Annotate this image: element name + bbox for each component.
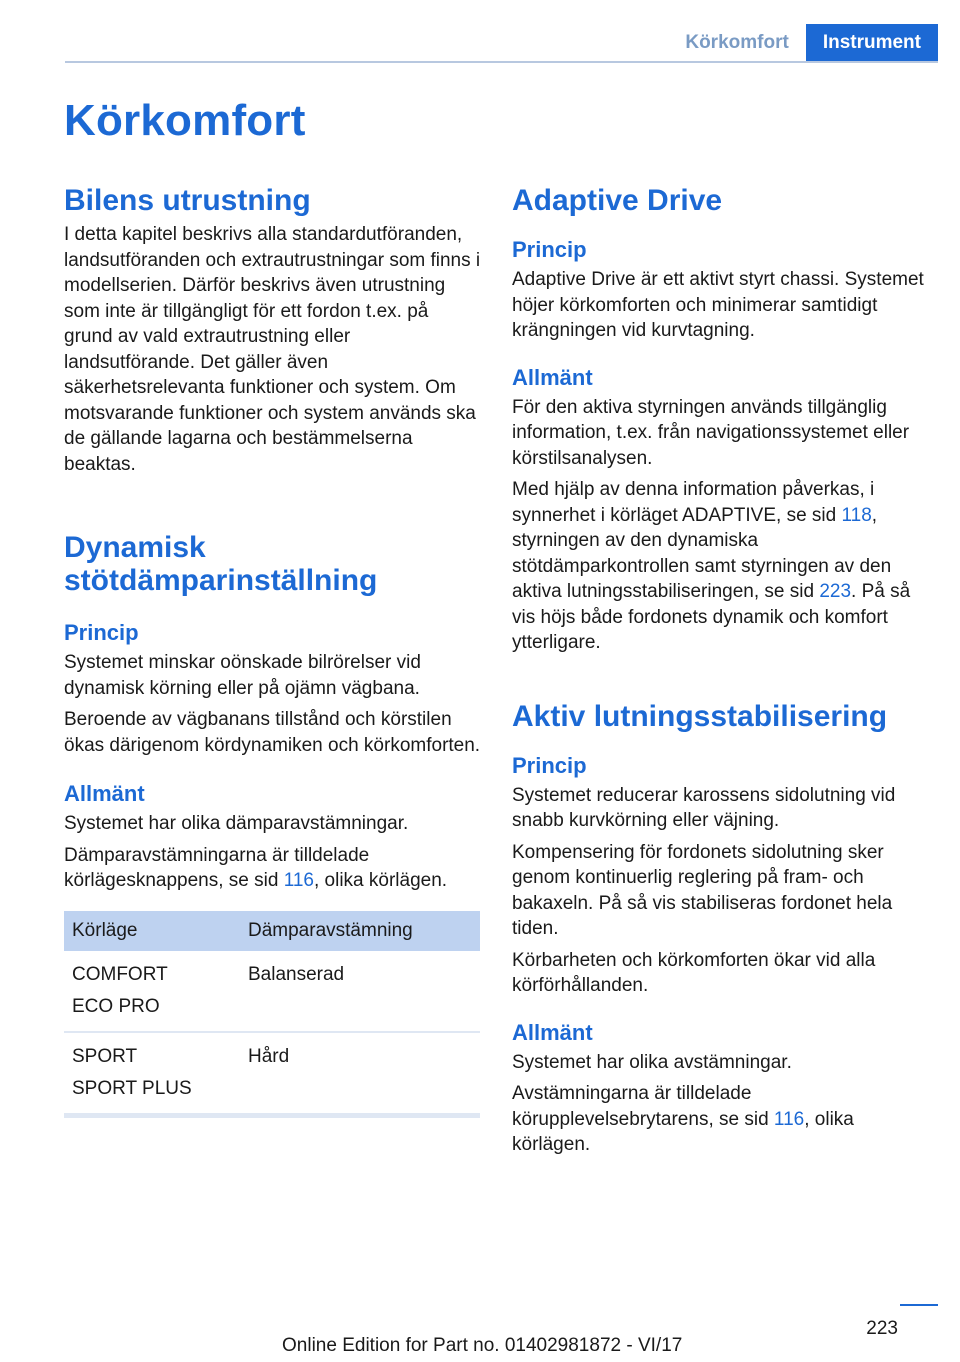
mode-name: ECO PRO — [72, 995, 160, 1017]
tab-korkomfort[interactable]: Körkomfort — [668, 24, 805, 61]
tab-instrument[interactable]: Instrument — [806, 24, 938, 61]
page-number: 223 — [866, 1318, 898, 1339]
paragraph — [64, 843, 482, 894]
page-link[interactable]: 116 — [283, 870, 314, 891]
section-title-dynamisk: Dynamisk stötdämparinställning — [64, 531, 378, 597]
subheading-princip: Princip — [64, 620, 139, 645]
paragraph: Körbarheten och körkomforten ökar vid alla körförhållanden. — [512, 949, 876, 996]
section-title-aktiv-lutning: Aktiv lutningsstabilisering — [512, 699, 888, 733]
text: Dämparavstämningarna är tilldelade körlägesknappens, se sid — [64, 844, 370, 891]
text: Med hjälp av denna information påverkas, i synnerhet i körläget ADAPTIVE, se sid — [512, 479, 875, 526]
table-row — [64, 1032, 480, 1116]
paragraph: Beroende av vägbanans tillstånd och körstilen ökas därigenom kördynamiken och körkomforten. — [64, 709, 481, 756]
table-cell — [64, 1032, 240, 1116]
paragraph: Adaptive Drive är ett aktivt styrt chassi. Systemet höjer körkomforten och minimerar samtidigt krängningen vid kurvtagning. — [512, 269, 924, 341]
mode-name: SPORT PLUS — [72, 1077, 192, 1099]
page-link[interactable]: 116 — [773, 1108, 805, 1130]
table-cell: Hård — [240, 1032, 480, 1116]
paragraph: Systemet har olika avstämningar. — [512, 1051, 792, 1073]
damper-table — [64, 911, 480, 1118]
header-divider — [65, 61, 938, 63]
header-tabs — [668, 24, 938, 61]
left-column — [64, 184, 482, 1118]
page-link[interactable]: 223 — [819, 581, 852, 602]
text: , olika körlägen. — [512, 1108, 854, 1155]
text: Avstämningarna är tilldelade körupplevelsebrytarens, se sid — [512, 1083, 774, 1130]
subheading-princip: Princip — [512, 237, 587, 262]
edition-note: Online Edition for Part no. 01402981872 - VI/17 — [282, 1335, 683, 1356]
table-header-row — [64, 911, 480, 951]
text: . På så vis höjs både fordonets dynamik och komfort ytterligare. — [512, 581, 911, 653]
subheading-allmant: Allmänt — [64, 781, 145, 806]
table-row — [64, 951, 480, 1032]
text: , styrningen av den dynamiska stötdämparkontrollen samt styrningen av den aktiva lutningsstabiliseringen, se sid — [512, 504, 892, 602]
paragraph: Systemet har olika dämparavstämningar. — [64, 813, 409, 834]
section-title-bilens-utrustning: Bilens utrustning — [64, 184, 311, 217]
subheading-allmant: Allmänt — [512, 364, 593, 390]
page-title: Körkomfort — [64, 96, 306, 145]
paragraph: För den aktiva styrningen används tillgänglig information, t.ex. från navigationssystemet eller körstilsanalysen. — [512, 396, 910, 469]
subheading-princip: Princip — [512, 752, 587, 778]
column-header: Dämparavstämning — [240, 911, 480, 951]
paragraph: Systemet reducerar karossens sidolutning vid snabb kurvkörning eller väjning. — [512, 784, 896, 831]
table-cell: Balanserad — [240, 951, 480, 1032]
paragraph — [512, 477, 930, 656]
paragraph — [512, 1081, 930, 1158]
section-title-adaptive-drive: Adaptive Drive — [512, 184, 723, 217]
page-link[interactable]: 118 — [841, 504, 872, 526]
column-header: Körläge — [64, 911, 240, 951]
paragraph: I detta kapitel beskrivs alla standardutföranden, landsutföranden och extrautrustningar som finns i modellserien. Därför beskrivs även utrustning som inte är tillgängligt för ett fordon t.ex. på grund av vald extrautrustning eller landsutförande. Det gäller även säkerhetsrelevanta funktioner och system. Om motsvarande funktioner och system används ska de gällande lagarna och bestämmelserna beaktas. — [64, 224, 481, 475]
footer-divider — [900, 1304, 938, 1306]
right-column — [512, 184, 930, 1158]
mode-name: SPORT — [72, 1045, 138, 1067]
paragraph: Kompensering för fordonets sidolutning sker genom kontinuerlig reglering på fram- och bakaxeln. På så vis stabiliseras fordonet hela tiden. — [512, 841, 893, 939]
paragraph: Systemet minskar oönskade bilrörelser vid dynamisk körning eller på ojämn vägbana. — [64, 652, 421, 699]
table-cell — [64, 951, 240, 1032]
text: , olika körlägen. — [313, 870, 448, 891]
subheading-allmant: Allmänt — [512, 1019, 593, 1045]
mode-name: COMFORT — [72, 963, 168, 985]
